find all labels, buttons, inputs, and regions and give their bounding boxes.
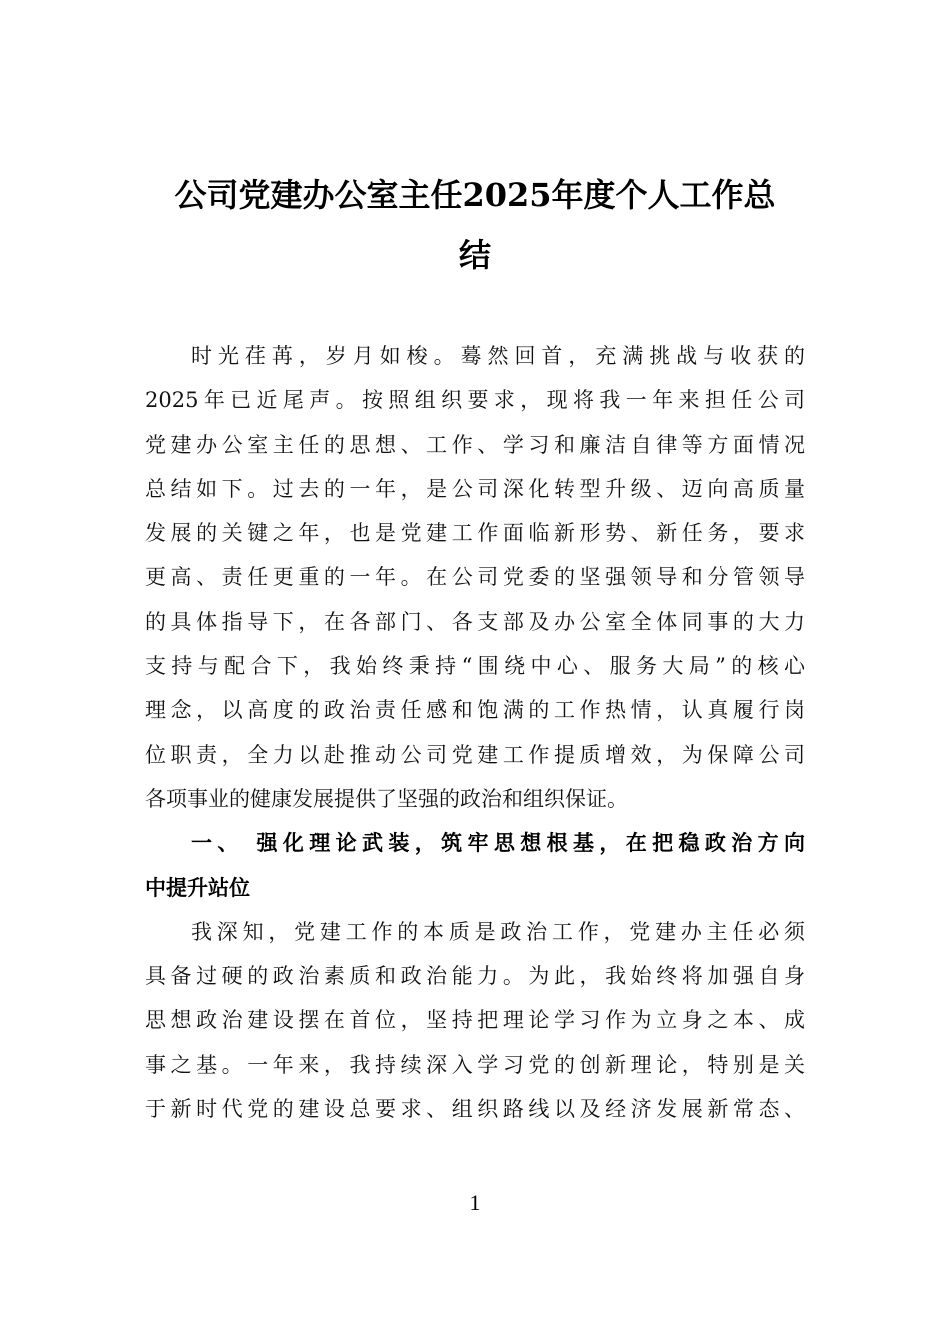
paragraph-line: 思想政治建设摆在首位，坚持把理论学习作为立身之本、成 <box>145 1008 805 1033</box>
paragraph-line: 事之基。一年来，我持续深入学习党的创新理论，特别是关 <box>145 1052 805 1077</box>
paragraph-line: 各项事业的健康发展提供了坚强的政治和组织保证。 <box>145 786 628 811</box>
paragraph-line: 2025年已近尾声。按照组织要求，现将我一年来担任公司 <box>145 388 805 413</box>
paragraph-line: 时光荏苒，岁月如梭。蓦然回首，充满挑战与收获的 <box>191 344 805 368</box>
body-content <box>145 334 805 1131</box>
paragraph-line: 支持与配合下，我始终秉持“围绕中心、服务大局”的核心 <box>145 654 805 679</box>
paragraph-line: 理念，以高度的政治责任感和饱满的工作热情，认真履行岗 <box>145 698 805 723</box>
paragraph-line: 具备过硬的政治素质和政治能力。为此，我始终将加强自身 <box>145 964 805 989</box>
paragraph-line: 的具体指导下，在各部门、各支部及办公室全体同事的大力 <box>145 609 805 634</box>
title-line: 结 <box>458 236 491 274</box>
heading-line: 中提升站位 <box>145 875 250 900</box>
paragraph-line: 总结如下。过去的一年，是公司深化转型升级、迈向高质量 <box>145 476 805 501</box>
section-1-paragraph <box>145 910 805 1131</box>
paragraph-line: 我深知，党建工作的本质是政治工作，党建办主任必须 <box>191 919 805 944</box>
heading-line: 一、 强化理论武装，筑牢思想根基，在把稳政治方向 <box>191 831 805 856</box>
document-title <box>140 165 810 285</box>
page-number: 1 <box>469 1190 481 1215</box>
intro-paragraph <box>145 334 805 821</box>
paragraph-line: 党建办公室主任的思想、工作、学习和廉洁自律等方面情况 <box>145 432 805 457</box>
title-line: 公司党建办公室主任2025年度个人工作总 <box>174 176 776 214</box>
paragraph-line: 发展的关键之年，也是党建工作面临新形势、新任务，要求 <box>145 521 805 546</box>
section-heading-1 <box>145 821 805 910</box>
paragraph-line: 于新时代党的建设总要求、组织路线以及经济发展新常态、 <box>145 1097 805 1122</box>
paragraph-line: 位职责，全力以赴推动公司党建工作提质增效，为保障公司 <box>145 742 805 767</box>
paragraph-line: 更高、责任更重的一年。在公司党委的坚强领导和分管领导 <box>145 565 805 590</box>
